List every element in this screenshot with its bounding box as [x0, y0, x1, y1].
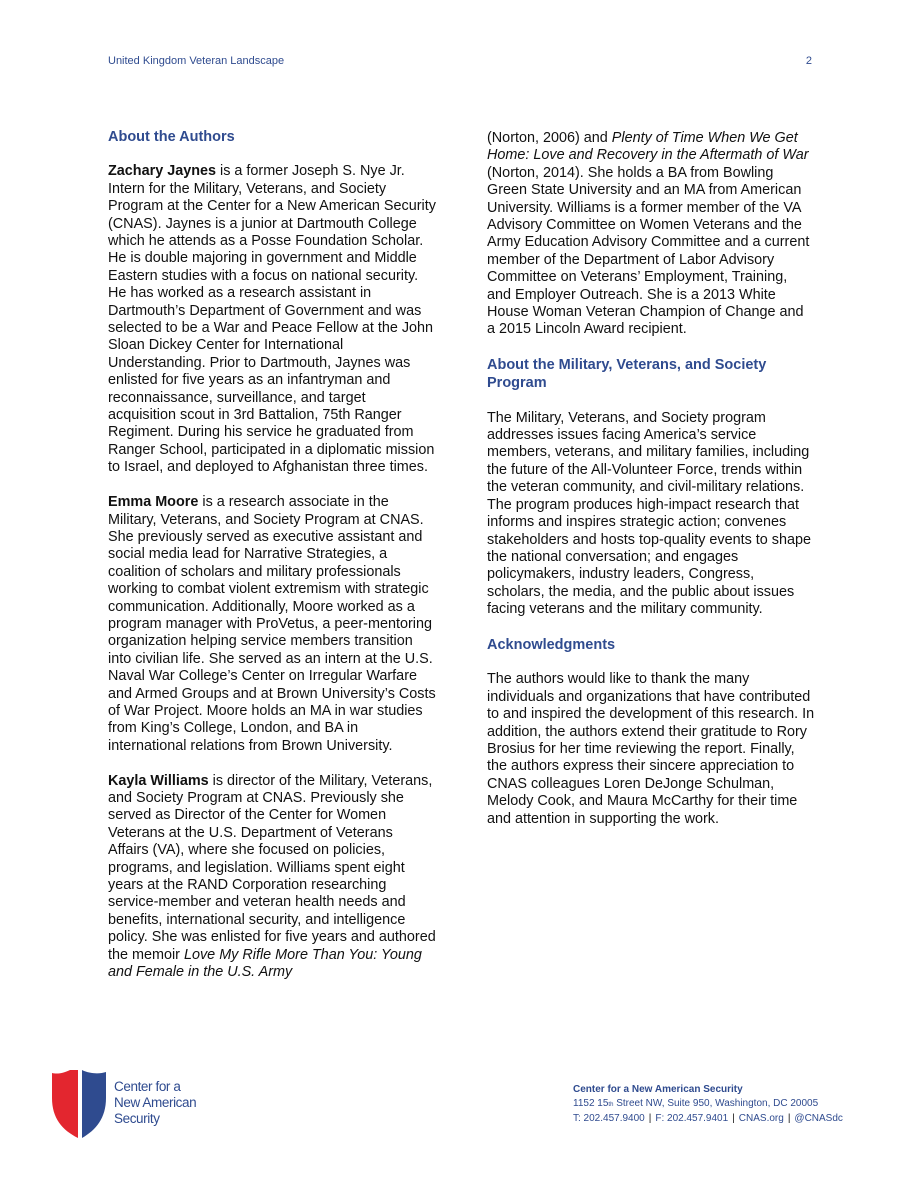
document-title: United Kingdom Veteran Landscape	[108, 55, 285, 67]
page-number: 2	[805, 55, 812, 67]
footer-org-name: Center for a New American Security	[573, 1084, 743, 1095]
bio-williams-part2: (Norton, 2006) and Plenty of Time When We Get Home: Love and Recovery in the Aftermath of War (Norton, 2014). She holds a BA from Bowling Green State University and an MA from American University. Williams is a former member of the VA Advisory Committee on Women Veterans and the Army Education Advisory Committee and a current member of the Department of Labor Advisory Committee on Veterans’ Employment, Training, and Employer Outreach. She is a 2013 White House Woman Veteran Champion of Change and a 2015 Lincoln Award recipient.	[487, 130, 810, 338]
book-title-love-my-rifle: Love My Rifle More Than You: Young and Female in the U.S. Army	[108, 946, 422, 981]
author-name-jaynes: Zachary Jaynes	[108, 163, 217, 180]
footer-twitter-handle[interactable]: @CNASdc	[794, 1113, 843, 1124]
footer-address: 1152 15th Street NW, Suite 950, Washington, DC 20005	[573, 1098, 819, 1109]
author-name-williams: Kayla Williams	[108, 772, 209, 789]
acknowledgments-text: The authors would like to thank the many individuals and organizations that have contributed to and inspired the development of this research. In addition, the authors extend their gratitude to Rory Brosius for her time reviewing the report. Finally, the authors express their sincere appreciation to CNAS colleagues Loren DeJonge Schulman, Melody Cook, and Maura McCarthy for their time and attention in supporting the work.	[487, 671, 815, 827]
bio-williams-part1: Kayla Williams is director of the Military, Veterans, and Society Program at CNAS. Previously she served as Director of the Center for Women Veterans at the U.S. Department of Veterans Affairs (VA), where she focused on policies, programs, and legislation. Williams spent eight years at the RAND Corporation researching service-member and veteran health needs and benefits, international security, and intelligence policy. She was enlisted for five years and authored the memoir Love My Rifle More Than You: Young and Female in the U.S. Army	[108, 772, 436, 981]
program-description: The Military, Veterans, and Society program addresses issues facing America’s service members, veterans, and military families, including the future of the All-Volunteer Force, trends within the veteran community, and civil-military relations. The program produces high-impact research that informs and inspires strategic action; convenes stakeholders and hosts top-quality events to shape the national conversation; and engages policymakers, industry leaders, Congress, scholars, the media, and the public about issues facing veterans and the military community.	[487, 409, 811, 618]
about-program-heading: About the Military, Veterans, and Society Program	[487, 357, 767, 392]
logo-wordmark: Center for a New American Security	[114, 1079, 197, 1126]
about-authors-heading: About the Authors	[108, 129, 235, 145]
running-header	[108, 55, 812, 67]
bio-moore: Emma Moore is a research associate in the Military, Veterans, and Society Program at CNAS. She previously served as executive assistant and social media lead for Narrative Strategies, a coalition of scholars and military professionals working to combat violent extremism with strategic communication. Additionally, Moore worked as a program manager with ProVetus, a peer-mentoring organization helping service members transition into civilian life. She served as an intern at the U.S. Naval War College’s Center on Irregular Warfare and Armed Groups and at Brown University’s Costs of War Project. Moore holds an MA in war studies from King’s College, London, and BA in international relations from Brown University.	[108, 494, 436, 754]
left-column	[108, 128, 436, 981]
right-column	[487, 130, 815, 828]
footer-website-link[interactable]: CNAS.org	[738, 1113, 784, 1124]
footer-contact	[573, 1083, 843, 1126]
footer-fax: F: 202.457.9401	[655, 1113, 729, 1124]
bio-jaynes: Zachary Jaynes is a former Joseph S. Nye Jr. Intern for the Military, Veterans, and Society Program at the Center for a New American Security (CNAS). Jaynes is a junior at Dartmouth College which he attends as a Posse Foundation Scholar. He is double majoring in government and Middle Eastern studies with a focus on national security. He has worked as a research assistant in Dartmouth’s Department of Government and was selected to be a War and Peace Fellow at the John Sloan Dickey Center for International Understanding. Prior to Dartmouth, Jaynes was enlisted for five years as an infantryman and reconnaissance, surveillance, and target acquisition scout in 3rd Battalion, 75th Ranger Regiment. During his service he graduated from Ranger School, participated in a diplomatic mission to Israel, and deployed to Afghanistan three times.	[108, 163, 436, 476]
author-name-moore: Emma Moore	[108, 494, 199, 511]
book-title-plenty-of-time: Plenty of Time When We Get Home: Love and Recovery in the Aftermath of War	[487, 130, 809, 164]
footer-contact-line: T: 202.457.9400 | F: 202.457.9401 | CNAS.org | @CNASdc	[573, 1113, 843, 1124]
footer-phone: T: 202.457.9400	[573, 1113, 645, 1124]
acknowledgments-heading: Acknowledgments	[487, 636, 616, 653]
